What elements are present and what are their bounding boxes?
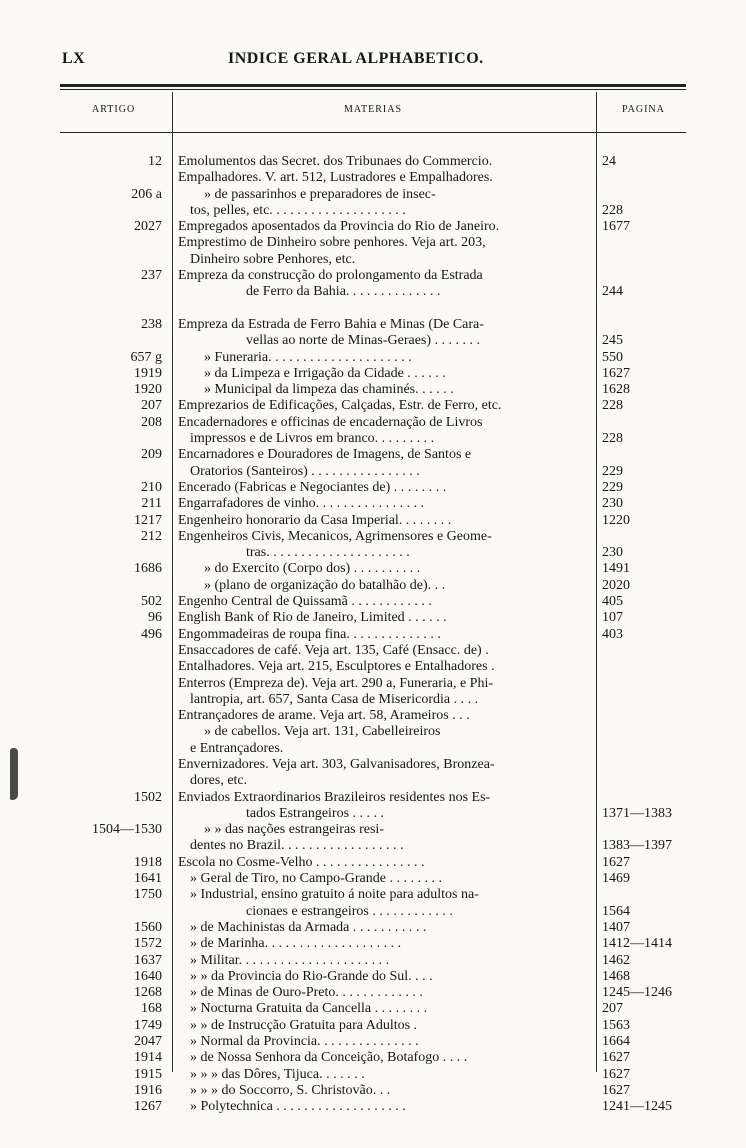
materia-cell: Emprestimo de Dinheiro sobre penhores. Veja art. 203, (178, 235, 486, 251)
pagina-cell: 1627 (602, 1082, 630, 1098)
materia-cell: » Geral de Tiro, no Campo-Grande . . . . . . . . (190, 871, 442, 887)
pagina-cell: 403 (602, 626, 623, 642)
table-row (0, 252, 746, 268)
table-row (0, 822, 746, 838)
artigo-cell: 1641 (134, 871, 162, 887)
materia-cell: » Municipal da limpeza das chaminés. . . . . . (204, 382, 454, 398)
table-row (0, 561, 746, 577)
materia-cell: » » da Provincia do Rio-Grande do Sul. . . . (190, 968, 433, 984)
column-header-rule (60, 132, 686, 133)
artigo-cell: 1640 (134, 968, 162, 984)
table-row (0, 692, 746, 708)
artigo-cell: 1560 (134, 919, 162, 935)
header-rule-thin (60, 89, 686, 90)
materia-cell: lantropia, art. 657, Santa Casa de Misericordia . . . . (190, 691, 479, 707)
table-row (0, 398, 746, 414)
table-row (0, 366, 746, 382)
table-row (0, 969, 746, 985)
artigo-cell: 211 (141, 496, 162, 512)
pagina-cell: 1563 (602, 1017, 630, 1033)
table-row (0, 350, 746, 366)
table-row (0, 936, 746, 952)
page-title: INDICE GERAL ALPHABETICO. (228, 50, 484, 67)
table-row (0, 382, 746, 398)
table-row (0, 1034, 746, 1050)
materia-cell: dentes no Brazil. . . . . . . . . . . . . . . . . . (190, 838, 404, 854)
materia-cell: Encadernadores e officinas de encadernação de Livros (178, 414, 483, 430)
artigo-cell: 1637 (134, 952, 162, 968)
page-number: LX (62, 50, 86, 67)
table-row (0, 708, 746, 724)
materia-cell: » do Exercito (Corpo dos) . . . . . . . . . . (204, 561, 421, 577)
pagina-cell: 1677 (602, 219, 630, 235)
materia-cell: Engarrafadores de vinho. . . . . . . . . . . . . . . . (178, 496, 425, 512)
pagina-cell: 1564 (602, 903, 630, 919)
pagina-cell: 229 (602, 479, 623, 495)
materia-cell: Engenheiros Civis, Mecanicos, Agrimensores e Geome- (178, 528, 492, 544)
materia-cell: » da Limpeza e Irrigação da Cidade . . . . . . (204, 365, 446, 381)
table-row (0, 431, 746, 447)
pagina-cell: 1664 (602, 1034, 630, 1050)
table-row (0, 1099, 746, 1115)
table-row (0, 235, 746, 251)
artigo-cell: 96 (148, 610, 162, 626)
table-row (0, 741, 746, 757)
pagina-cell: 230 (602, 496, 623, 512)
artigo-cell: 207 (141, 398, 162, 414)
table-row (0, 513, 746, 529)
artigo-cell: 2047 (134, 1034, 162, 1050)
table-row (0, 284, 746, 300)
table-row (0, 1083, 746, 1099)
materia-cell: » » das nações estrangeiras resi- (204, 822, 384, 838)
pagina-cell: 550 (602, 349, 623, 365)
materia-cell: Emprezarios de Edificações, Calçadas, Estr. de Ferro, etc. (178, 398, 502, 414)
table-row (0, 659, 746, 675)
materia-cell: » de Nossa Senhora da Conceição, Botafogo . . . . (190, 1050, 468, 1066)
table-row (0, 317, 746, 333)
table-row (0, 838, 746, 854)
materia-cell: e Entrançadores. (190, 740, 284, 756)
pagina-cell: 230 (602, 545, 623, 561)
materia-cell: » de Machinistas da Armada . . . . . . . . . . . (190, 919, 427, 935)
materia-cell: » Militar. . . . . . . . . . . . . . . . . . . . . . (190, 952, 390, 968)
table-row (0, 610, 746, 626)
materia-cell: Ensaccadores de café. Veja art. 135, Café (Ensacc. de) . (178, 642, 489, 658)
pagina-cell: 1412—1414 (602, 936, 672, 952)
materia-cell: Empregados aposentados da Provincia do Rio de Janeiro. (178, 219, 500, 235)
column-header-pagina: PAGINA (622, 104, 665, 115)
table-row (0, 790, 746, 806)
table-row (0, 627, 746, 643)
materia-cell: English Bank of Rio de Janeiro, Limited . . . . . . (178, 610, 447, 626)
table-row (0, 1018, 746, 1034)
pagina-cell: 1462 (602, 952, 630, 968)
table-row (0, 871, 746, 887)
materia-cell: tados Estrangeiros . . . . . (246, 805, 385, 821)
materia-cell: » Nocturna Gratuita da Cancella . . . . . . . . (190, 1001, 428, 1017)
table-row (0, 724, 746, 740)
artigo-cell: 208 (141, 414, 162, 430)
artigo-cell: 1914 (134, 1050, 162, 1066)
artigo-cell: 237 (141, 268, 162, 284)
materia-cell: Entrançadores de arame. Veja art. 58, Arameiros . . . (178, 708, 470, 724)
artigo-cell: 1217 (134, 512, 162, 528)
materia-cell: vellas ao norte de Minas-Geraes) . . . . . . . (246, 333, 481, 349)
materia-cell: » de cabellos. Veja art. 131, Cabelleireiros (204, 724, 441, 740)
artigo-cell: 212 (141, 528, 162, 544)
artigo-cell: 496 (141, 626, 162, 642)
artigo-cell: 238 (141, 316, 162, 332)
table-row (0, 904, 746, 920)
artigo-cell: 2027 (134, 219, 162, 235)
pagina-cell: 2020 (602, 577, 630, 593)
pagina-cell: 228 (602, 398, 623, 414)
pagina-cell: 107 (602, 610, 623, 626)
materia-cell: Empreza da Estrada de Ferro Bahia e Minas (De Cara- (178, 316, 484, 332)
index-table (0, 154, 746, 1116)
pagina-cell: 1468 (602, 968, 630, 984)
table-row (0, 806, 746, 822)
table-row (0, 985, 746, 1001)
materia-cell: » (plano de organização do batalhão de). . . (204, 577, 446, 593)
artigo-cell: 12 (148, 154, 162, 169)
materia-cell: Envernizadores. Veja art. 303, Galvanisadores, Bronzea- (178, 756, 495, 772)
artigo-cell: 1504—1530 (92, 822, 162, 838)
materia-cell: tras. . . . . . . . . . . . . . . . . . . . . (246, 545, 410, 561)
artigo-cell: 1919 (134, 365, 162, 381)
table-row (0, 333, 746, 349)
pagina-cell: 228 (602, 202, 623, 218)
artigo-cell: 168 (141, 1001, 162, 1017)
materia-cell: » de passarinhos e preparadores de insec- (204, 186, 436, 202)
pagina-cell: 207 (602, 1001, 623, 1017)
table-row (0, 447, 746, 463)
table-row (0, 1067, 746, 1083)
artigo-cell: 1915 (134, 1066, 162, 1082)
table-row (0, 757, 746, 773)
materia-cell: » Funeraria. . . . . . . . . . . . . . . . . . . . . (204, 349, 412, 365)
materia-cell: Emolumentos das Secret. dos Tribunaes do Commercio. (178, 154, 493, 169)
materia-cell: » » » das Dôres, Tijuca. . . . . . . (190, 1066, 365, 1082)
table-row (0, 887, 746, 903)
table-row (0, 1001, 746, 1017)
artigo-cell: 1502 (134, 789, 162, 805)
table-row (0, 855, 746, 871)
artigo-cell: 657 g (130, 349, 162, 365)
artigo-cell: 209 (141, 447, 162, 463)
table-row (0, 268, 746, 284)
materia-cell: de Ferro da Bahia. . . . . . . . . . . . . . (246, 284, 441, 300)
artigo-cell: 1267 (134, 1099, 162, 1115)
table-row (0, 219, 746, 235)
pagina-cell: 1220 (602, 512, 630, 528)
artigo-cell: 1918 (134, 854, 162, 870)
pagina-cell: 1628 (602, 382, 630, 398)
pagina-cell: 228 (602, 431, 623, 447)
table-row (0, 1050, 746, 1066)
materia-cell: Engenheiro honorario da Casa Imperial. . . . . . . . (178, 512, 452, 528)
materia-cell: » Polytechnica . . . . . . . . . . . . . . . . . . . (190, 1099, 406, 1115)
materia-cell: Engenho Central de Quissamã . . . . . . . . . . . . (178, 594, 432, 610)
artigo-cell: 1749 (134, 1017, 162, 1033)
materia-cell: Enviados Extraordinarios Brazileiros residentes nos Es- (178, 789, 491, 805)
table-row (0, 187, 746, 203)
pagina-cell: 24 (602, 154, 616, 169)
table-row (0, 480, 746, 496)
table-row (0, 170, 746, 186)
materia-cell: » de Minas de Ouro-Preto. . . . . . . . . . . . . (190, 985, 423, 1001)
table-row (0, 301, 746, 317)
pagina-cell: 1627 (602, 365, 630, 381)
pagina-cell: 1627 (602, 1050, 630, 1066)
table-row (0, 953, 746, 969)
header-rule-thick (60, 84, 686, 87)
materia-cell: tos, pelles, etc. . . . . . . . . . . . . . . . . . . . (190, 202, 406, 218)
pagina-cell: 1407 (602, 919, 630, 935)
pagina-cell: 1383—1397 (602, 838, 672, 854)
materia-cell: » de Marinha. . . . . . . . . . . . . . . . . . . . (190, 936, 402, 952)
pagina-cell: 1491 (602, 561, 630, 577)
artigo-cell: 502 (141, 594, 162, 610)
pagina-cell: 1469 (602, 871, 630, 887)
materia-cell: cionaes e estrangeiros . . . . . . . . . . . . (246, 903, 453, 919)
table-row (0, 545, 746, 561)
table-row (0, 415, 746, 431)
materia-cell: Empreza da construcção do prolongamento da Estrada (178, 268, 483, 284)
pagina-cell: 1371—1383 (602, 805, 672, 821)
table-row (0, 154, 746, 170)
pagina-cell: 244 (602, 284, 623, 300)
artigo-cell: 210 (141, 479, 162, 495)
materia-cell: Enterros (Empreza de). Veja art. 290 a, Funeraria, e Phi- (178, 675, 494, 691)
column-header-artigo: ARTIGO (92, 104, 136, 115)
pagina-cell: 245 (602, 333, 623, 349)
table-row (0, 203, 746, 219)
table-row (0, 676, 746, 692)
materia-cell: impressos e de Livros em branco. . . . . . . . . (190, 431, 435, 447)
pagina-cell: 229 (602, 463, 623, 479)
table-row (0, 529, 746, 545)
artigo-cell: 1268 (134, 985, 162, 1001)
materia-cell: Oratorios (Santeiros) . . . . . . . . . . . . . . . . (190, 463, 420, 479)
materia-cell: dores, etc. (190, 773, 248, 789)
materia-cell: Engommadeiras de roupa fina. . . . . . . . . . . . . . (178, 626, 441, 642)
artigo-cell: 1572 (134, 936, 162, 952)
table-row (0, 643, 746, 659)
table-row (0, 464, 746, 480)
pagina-cell: 1245—1246 (602, 985, 672, 1001)
artigo-cell: 1750 (134, 887, 162, 903)
artigo-cell: 1920 (134, 382, 162, 398)
materia-cell: Dinheiro sobre Penhores, etc. (190, 251, 356, 267)
materia-cell: » Normal da Provincia. . . . . . . . . . . . . . . (190, 1034, 419, 1050)
artigo-cell: 1686 (134, 561, 162, 577)
artigo-cell: 206 a (131, 186, 162, 202)
materia-cell: » » » do Soccorro, S. Christovão. . . (190, 1082, 391, 1098)
pagina-cell: 1241—1245 (602, 1099, 672, 1115)
materia-cell: Encerado (Fabricas e Negociantes de) . . . . . . . . (178, 479, 447, 495)
artigo-cell: 1916 (134, 1082, 162, 1098)
table-row (0, 594, 746, 610)
pagina-cell: 405 (602, 594, 623, 610)
table-row (0, 920, 746, 936)
table-row (0, 578, 746, 594)
pagina-cell: 1627 (602, 854, 630, 870)
materia-cell: » » de Instrucção Gratuita para Adultos . (190, 1017, 418, 1033)
table-row (0, 496, 746, 512)
materia-cell: Encarnadores e Douradores de Imagens, de Santos e (178, 447, 472, 463)
table-row (0, 773, 746, 789)
column-header-materias: MATERIAS (344, 104, 403, 115)
materia-cell: Escola no Cosme-Velho . . . . . . . . . . . . . . . . (178, 854, 425, 870)
materia-cell: Empalhadores. V. art. 512, Lustradores e Empalhadores. (178, 170, 493, 186)
materia-cell: Entalhadores. Veja art. 215, Esculptores e Entalhadores . (178, 659, 495, 675)
materia-cell: » Industrial, ensino gratuito á noite para adultos na- (190, 887, 479, 903)
pagina-cell: 1627 (602, 1066, 630, 1082)
